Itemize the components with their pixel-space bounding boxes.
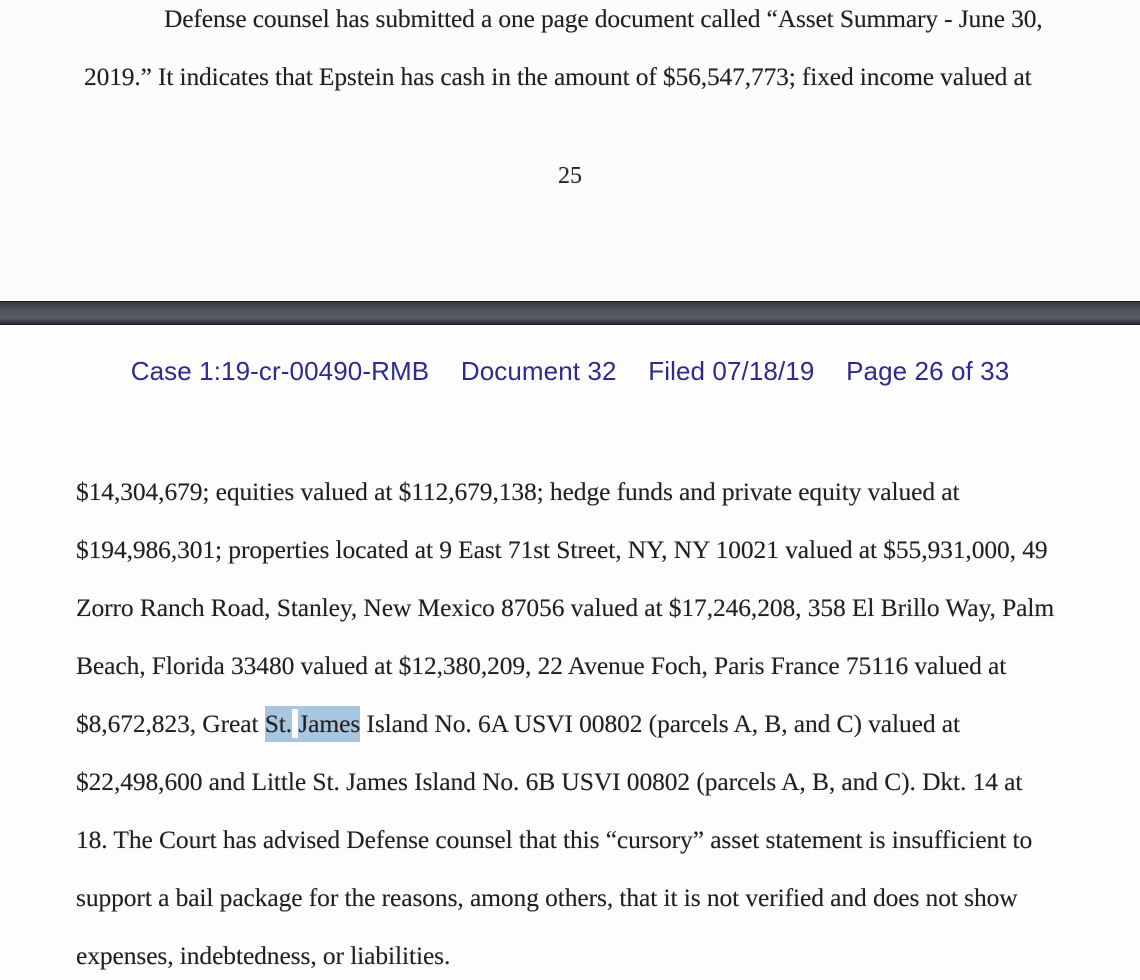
body-line: expenses, indebtedness, or liabilities.: [76, 941, 451, 970]
page-number-footer: 25: [558, 163, 582, 189]
body-line: Beach, Florida 33480 valued at $12,380,209, 22 Avenue Foch, Paris France 75116 valued at: [76, 651, 1007, 680]
body-text-segment: Island No. 6A USVI 00802 (parcels A, B, and C) valued at: [360, 709, 960, 738]
body-line: support a bail package for the reasons, among others, that it is not verified and does not show: [76, 883, 1018, 912]
paragraph-line: Defense counsel has submitted a one page document called “Asset Summary - June 30,: [164, 4, 1043, 33]
body-line: Zorro Ranch Road, Stanley, New Mexico 87056 valued at $17,246,208, 358 El Brillo Way, Palm: [76, 593, 1055, 622]
selected-text-st[interactable]: St.: [264, 709, 293, 738]
ecf-page-indicator: Page 26 of 33: [846, 356, 1010, 386]
ecf-stamp-header: [0, 356, 1140, 387]
separator-top-edge: [0, 301, 1140, 302]
scanned-page-25: [0, 0, 1140, 301]
ecf-document-number: Document 32: [460, 356, 617, 386]
selected-text-james[interactable]: James: [298, 709, 361, 738]
scanned-page-26: [0, 325, 1140, 980]
body-line: $194,986,301; properties located at 9 East 71st Street, NY, NY 10021 valued at $55,931,000, 49: [76, 535, 1048, 564]
body-line: $14,304,679; equities valued at $112,679,138; hedge funds and private equity valued at: [76, 477, 960, 506]
paragraph-line: 2019.” It indicates that Epstein has cash in the amount of $56,547,773; fixed income valued at: [84, 62, 1032, 91]
body-line-with-selection: [76, 709, 960, 739]
page-separator-bar: [0, 301, 1140, 325]
body-text-segment: $8,672,823, Great: [76, 709, 265, 738]
body-line: 18. The Court has advised Defense counsel that this “cursory” asset statement is insufficient to: [76, 825, 1033, 854]
body-line: $22,498,600 and Little St. James Island No. 6B USVI 00802 (parcels A, B, and C). Dkt. 14 at: [76, 767, 1023, 796]
ecf-case-number: Case 1:19-cr-00490-RMB: [130, 356, 430, 386]
ecf-filed-date: Filed 07/18/19: [648, 356, 815, 386]
